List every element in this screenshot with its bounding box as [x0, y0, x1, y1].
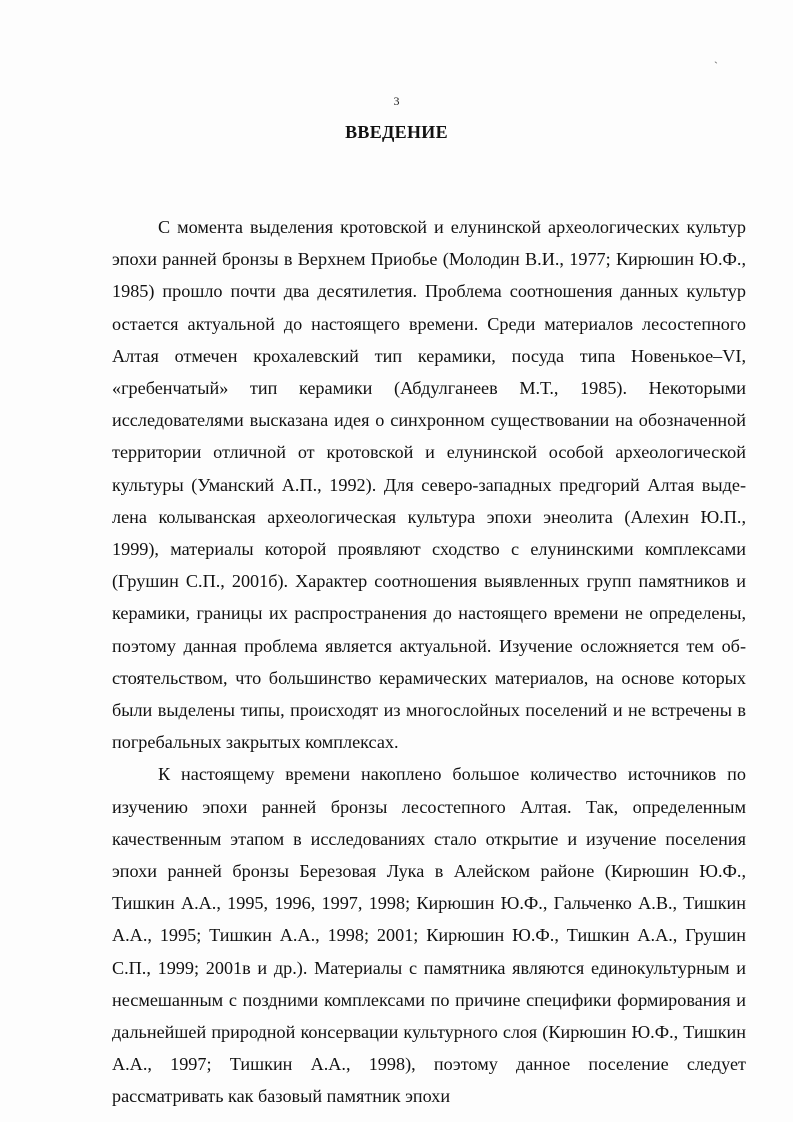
paragraph-2: К настоящему времени накоплено большое количество источников по изучению эпохи ранней бронзы лесостепного Алтая. Так, определенным качественным этапом в исследованиях стало открытие и изучение поселения эпохи ранней бронзы Березовая Лука в Алейском районе (Кирюшин Ю.Ф., Тишкин А.А., 1995, 1996, 1997, 1998; Кирюшин Ю.Ф., Гальченко А.В., Тишкин А.А., 1995; Тишкин А.А., 1998; 2001; Кирюшин Ю.Ф., Тишкин А.А., Грушин С.П., 1999; 2001в и др.). Материалы с памятника являются единокультурным и несмешанным с поздними комплексами по причине специфики формирования и дальнейшей природной консервации культурного слоя (Кирюшин Ю.Ф., Тишкин А.А., 1997; Тишкин А.А., 1998), поэтому данное поселение следует рассматривать как базовый памятник эпохи: [112, 764, 746, 1107]
section-heading: ВВЕДЕНИЕ: [345, 122, 448, 142]
body-text: [112, 211, 746, 1113]
paragraph-1: С момента выделения кротовской и елунинской археологических культур эпохи ранней бронзы в Верхнем Приобье (Молодин В.И., 1977; Кирюшин Ю.Ф., 1985) прошло почти два десятилетия. Проблема соотношения данных культур остается актуальной до настоящего времени. Среди материалов лесостепного Алтая отмечен крохалевский тип керамики, посуда типа Новенькое–VI, «гребенчатый» тип керамики (Абдулганеев М.Т., 1985). Некоторыми исследователями высказана идея о синхронном существовании на обозначенной территории отличной от кротовской и елунинской особой археологической культуры (Уманский А.П., 1992). Для северо-западных предгорий Алтая выделена колыванская археологическая культура эпохи энеолита (Алехин Ю.П., 1999), материалы которой проявляют сходство с елунинскими комплексами (Грушин С.П., 2001б). Характер соотношения выявленных групп памятников и керамики, границы их распространения до настоящего времени не определены, поэтому данная проблема является актуальной. Изучение осложняется тем обстоятельством, что большинство керамических материалов, на основе которых были выделены типы, происходят из многослойных поселений и не встречены в погребальных закрытых комплексах.: [112, 217, 746, 753]
page-number: 3: [393, 94, 400, 108]
corner-mark: ˏ: [714, 50, 718, 64]
